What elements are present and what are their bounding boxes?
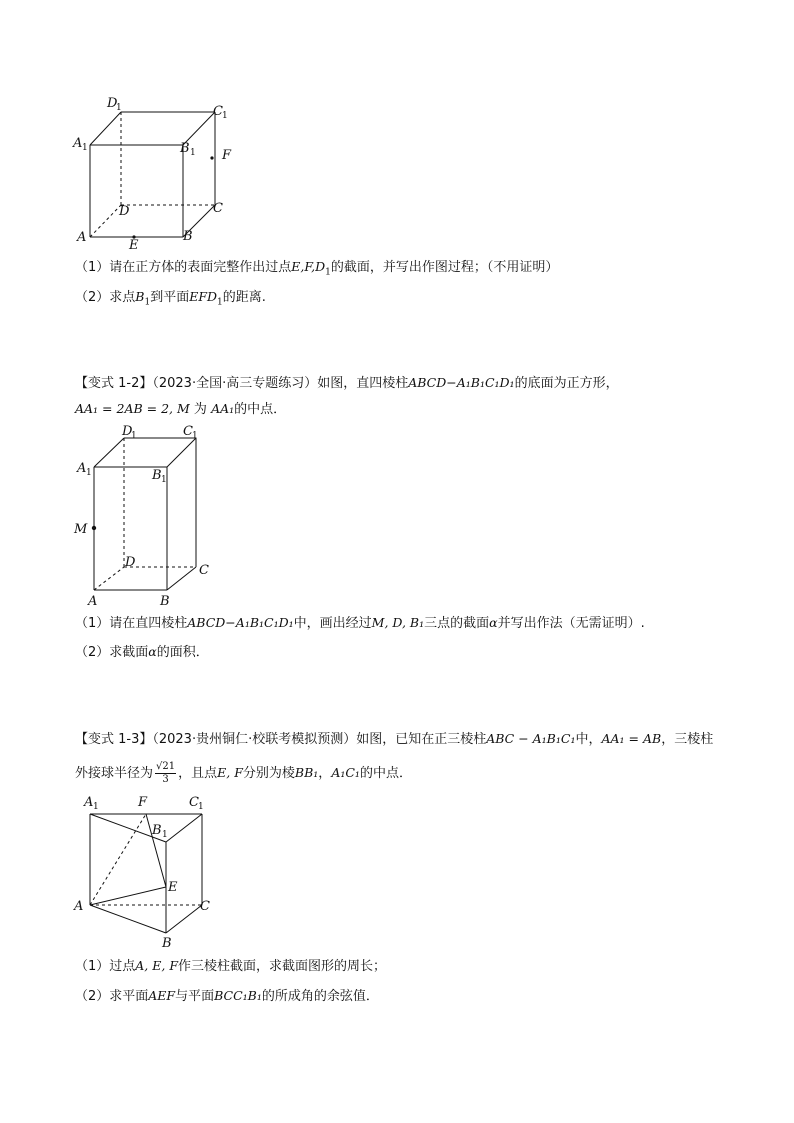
svg-text:1: 1 bbox=[198, 802, 204, 812]
svg-text:1: 1 bbox=[222, 111, 228, 121]
triangular-prism-diagram bbox=[70, 792, 230, 952]
svg-text:A: A bbox=[88, 594, 98, 609]
svg-text:1: 1 bbox=[192, 431, 198, 441]
svg-text:D: D bbox=[122, 424, 133, 439]
svg-text:1: 1 bbox=[86, 468, 92, 478]
svg-text:A: A bbox=[77, 230, 87, 245]
variant2-question2: （2）求截面α的面积． bbox=[75, 644, 209, 660]
svg-text:A: A bbox=[77, 461, 87, 476]
variant2-heading: 【变式 1-2】（2023·全国·高三专题练习）如图，直四棱柱ABCD−A₁B₁C₁D₁的底面为正方形， bbox=[75, 375, 619, 391]
svg-text:B: B bbox=[162, 936, 172, 951]
prism-figure bbox=[70, 422, 230, 612]
svg-text:1: 1 bbox=[93, 802, 99, 812]
variant3-heading: 【变式 1-3】（2023·贵州铜仁·校联考模拟预测）如图，已知在正三棱柱ABC − A₁B₁C₁中，AA₁ = AB，三棱柱 bbox=[75, 731, 714, 747]
svg-text:M: M bbox=[74, 522, 88, 537]
prism-diagram bbox=[70, 422, 230, 612]
svg-text:A: A bbox=[73, 136, 83, 151]
svg-text:B: B bbox=[180, 141, 190, 156]
svg-text:D: D bbox=[125, 555, 136, 570]
variant2-question1: （1）请在直四棱柱ABCD−A₁B₁C₁D₁中，画出经过M, D, B₁三点的截面α并写出作法（无需证明）. bbox=[75, 615, 645, 631]
svg-text:D: D bbox=[107, 96, 118, 111]
svg-text:C: C bbox=[213, 201, 223, 216]
problem1-question1: （1）请在正方体的表面完整作出过点$E,F,D_1$的截面，并写出作图过程；（不用证明） bbox=[75, 259, 559, 278]
svg-text:E: E bbox=[129, 238, 139, 253]
svg-text:1: 1 bbox=[161, 475, 167, 485]
variant3-question2: （2）求平面AEF与平面BCC₁B₁的所成角的余弦值． bbox=[75, 988, 379, 1004]
svg-text:1: 1 bbox=[190, 148, 196, 158]
svg-text:C: C bbox=[200, 899, 210, 914]
variant3-condition: 外接球半径为 $\frac{√21}{3}$ ，且点E, F分别为棱BB₁，A₁C₁的中点． bbox=[75, 761, 412, 785]
cube-diagram bbox=[70, 95, 250, 255]
svg-text:C: C bbox=[213, 104, 223, 119]
svg-text:D: D bbox=[119, 204, 130, 219]
svg-text:F: F bbox=[138, 795, 148, 810]
svg-text:F: F bbox=[222, 148, 232, 163]
svg-text:C: C bbox=[199, 563, 209, 578]
variant3-question1: （1）过点A, E, F作三棱柱截面，求截面图形的周长； bbox=[75, 958, 387, 974]
svg-text:B: B bbox=[183, 229, 193, 244]
triangular-prism-figure bbox=[70, 792, 230, 952]
svg-text:B: B bbox=[160, 594, 170, 609]
cube-figure bbox=[70, 95, 250, 255]
svg-text:E: E bbox=[168, 880, 178, 895]
problem1-question2: （2）求点$B_1$到平面$EFD_1$的距离. bbox=[75, 289, 266, 308]
svg-text:A: A bbox=[84, 795, 94, 810]
svg-text:A: A bbox=[74, 899, 84, 914]
variant2-condition: AA₁ = 2AB = 2, M 为 AA₁的中点． bbox=[75, 401, 287, 417]
svg-text:C: C bbox=[189, 795, 199, 810]
svg-text:1: 1 bbox=[162, 830, 168, 840]
svg-text:C: C bbox=[183, 424, 193, 439]
svg-text:B: B bbox=[152, 823, 162, 838]
svg-text:1: 1 bbox=[116, 103, 122, 113]
svg-text:1: 1 bbox=[131, 431, 137, 441]
svg-text:1: 1 bbox=[82, 143, 88, 153]
radius-fraction: $\frac{√21}{3}$ bbox=[156, 761, 176, 785]
svg-text:B: B bbox=[152, 468, 162, 483]
